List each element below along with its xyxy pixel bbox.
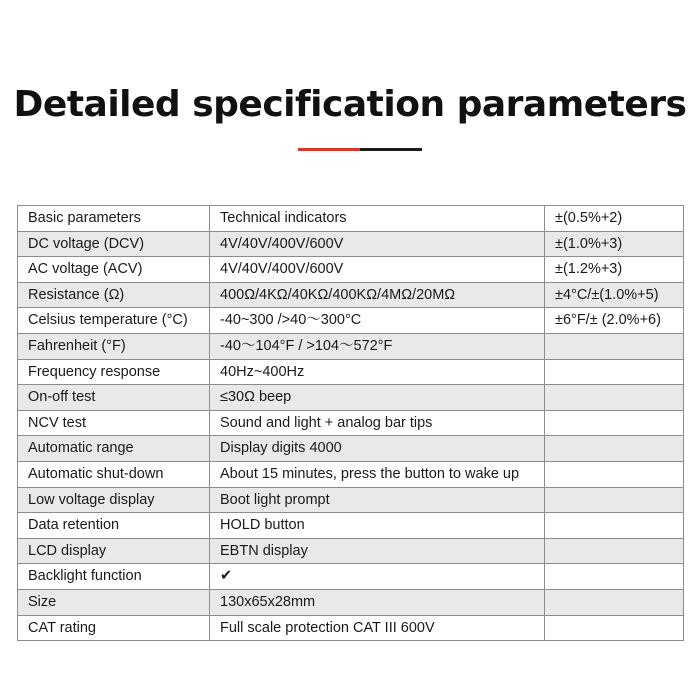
accuracy-cell: ±(1.2%+3) bbox=[545, 257, 684, 283]
indicator-cell: Technical indicators bbox=[210, 206, 545, 232]
parameter-cell: Size bbox=[18, 589, 210, 615]
table-row bbox=[18, 385, 684, 411]
table-row bbox=[18, 308, 684, 334]
indicator-cell: Boot light prompt bbox=[210, 487, 545, 513]
accuracy-cell: ±(0.5%+2) bbox=[545, 206, 684, 232]
accuracy-cell bbox=[545, 615, 684, 641]
indicator-cell: Display digits 4000 bbox=[210, 436, 545, 462]
parameter-cell: CAT rating bbox=[18, 615, 210, 641]
table-row bbox=[18, 333, 684, 359]
indicator-cell: EBTN display bbox=[210, 538, 545, 564]
indicator-cell: HOLD button bbox=[210, 513, 545, 539]
title-underline-red bbox=[298, 148, 360, 151]
parameter-cell: DC voltage (DCV) bbox=[18, 231, 210, 257]
parameter-cell: Basic parameters bbox=[18, 206, 210, 232]
parameter-cell: Low voltage display bbox=[18, 487, 210, 513]
table-row bbox=[18, 461, 684, 487]
indicator-cell: Full scale protection CAT III 600V bbox=[210, 615, 545, 641]
parameter-cell: NCV test bbox=[18, 410, 210, 436]
indicator-cell: Sound and light + analog bar tips bbox=[210, 410, 545, 436]
indicator-cell: 40Hz~400Hz bbox=[210, 359, 545, 385]
parameter-cell: Automatic shut-down bbox=[18, 461, 210, 487]
page-title: Detailed specification parameters bbox=[13, 84, 687, 125]
parameter-cell: Celsius temperature (°C) bbox=[18, 308, 210, 334]
specification-table-body bbox=[18, 206, 684, 641]
indicator-cell: -40~300 />40～300°C bbox=[210, 308, 545, 334]
accuracy-cell: ±6°F/± (2.0%+6) bbox=[545, 308, 684, 334]
parameter-cell: On-off test bbox=[18, 385, 210, 411]
table-row bbox=[18, 538, 684, 564]
table-row bbox=[18, 615, 684, 641]
table-row bbox=[18, 436, 684, 462]
accuracy-cell bbox=[545, 461, 684, 487]
accuracy-cell bbox=[545, 410, 684, 436]
parameter-cell: Data retention bbox=[18, 513, 210, 539]
accuracy-cell: ±4°C/±(1.0%+5) bbox=[545, 282, 684, 308]
parameter-cell: Backlight function bbox=[18, 564, 210, 590]
accuracy-cell bbox=[545, 589, 684, 615]
parameter-cell: Automatic range bbox=[18, 436, 210, 462]
accuracy-cell bbox=[545, 487, 684, 513]
indicator-cell: 400Ω/4KΩ/40KΩ/400KΩ/4MΩ/20MΩ bbox=[210, 282, 545, 308]
indicator-cell: 130x65x28mm bbox=[210, 589, 545, 615]
parameter-cell: AC voltage (ACV) bbox=[18, 257, 210, 283]
table-row bbox=[18, 410, 684, 436]
specification-table bbox=[17, 205, 684, 641]
table-row bbox=[18, 487, 684, 513]
parameter-cell: Resistance (Ω) bbox=[18, 282, 210, 308]
table-row bbox=[18, 282, 684, 308]
indicator-cell: -40～104°F / >104～572°F bbox=[210, 333, 545, 359]
parameter-cell: LCD display bbox=[18, 538, 210, 564]
checkmark-icon: ✔ bbox=[210, 564, 545, 590]
table-row bbox=[18, 206, 684, 232]
table-row bbox=[18, 564, 684, 590]
accuracy-cell: ±(1.0%+3) bbox=[545, 231, 684, 257]
title-underline-dark bbox=[360, 148, 422, 151]
parameter-cell: Frequency response bbox=[18, 359, 210, 385]
accuracy-cell bbox=[545, 513, 684, 539]
accuracy-cell bbox=[545, 436, 684, 462]
table-row bbox=[18, 589, 684, 615]
table-row bbox=[18, 359, 684, 385]
parameter-cell: Fahrenheit (°F) bbox=[18, 333, 210, 359]
accuracy-cell bbox=[545, 538, 684, 564]
accuracy-cell bbox=[545, 333, 684, 359]
indicator-cell: 4V/40V/400V/600V bbox=[210, 257, 545, 283]
table-row bbox=[18, 513, 684, 539]
table-row bbox=[18, 257, 684, 283]
indicator-cell: 4V/40V/400V/600V bbox=[210, 231, 545, 257]
table-row bbox=[18, 231, 684, 257]
accuracy-cell bbox=[545, 385, 684, 411]
accuracy-cell bbox=[545, 564, 684, 590]
indicator-cell: ≤30Ω beep bbox=[210, 385, 545, 411]
indicator-cell: About 15 minutes, press the button to wake up bbox=[210, 461, 545, 487]
accuracy-cell bbox=[545, 359, 684, 385]
